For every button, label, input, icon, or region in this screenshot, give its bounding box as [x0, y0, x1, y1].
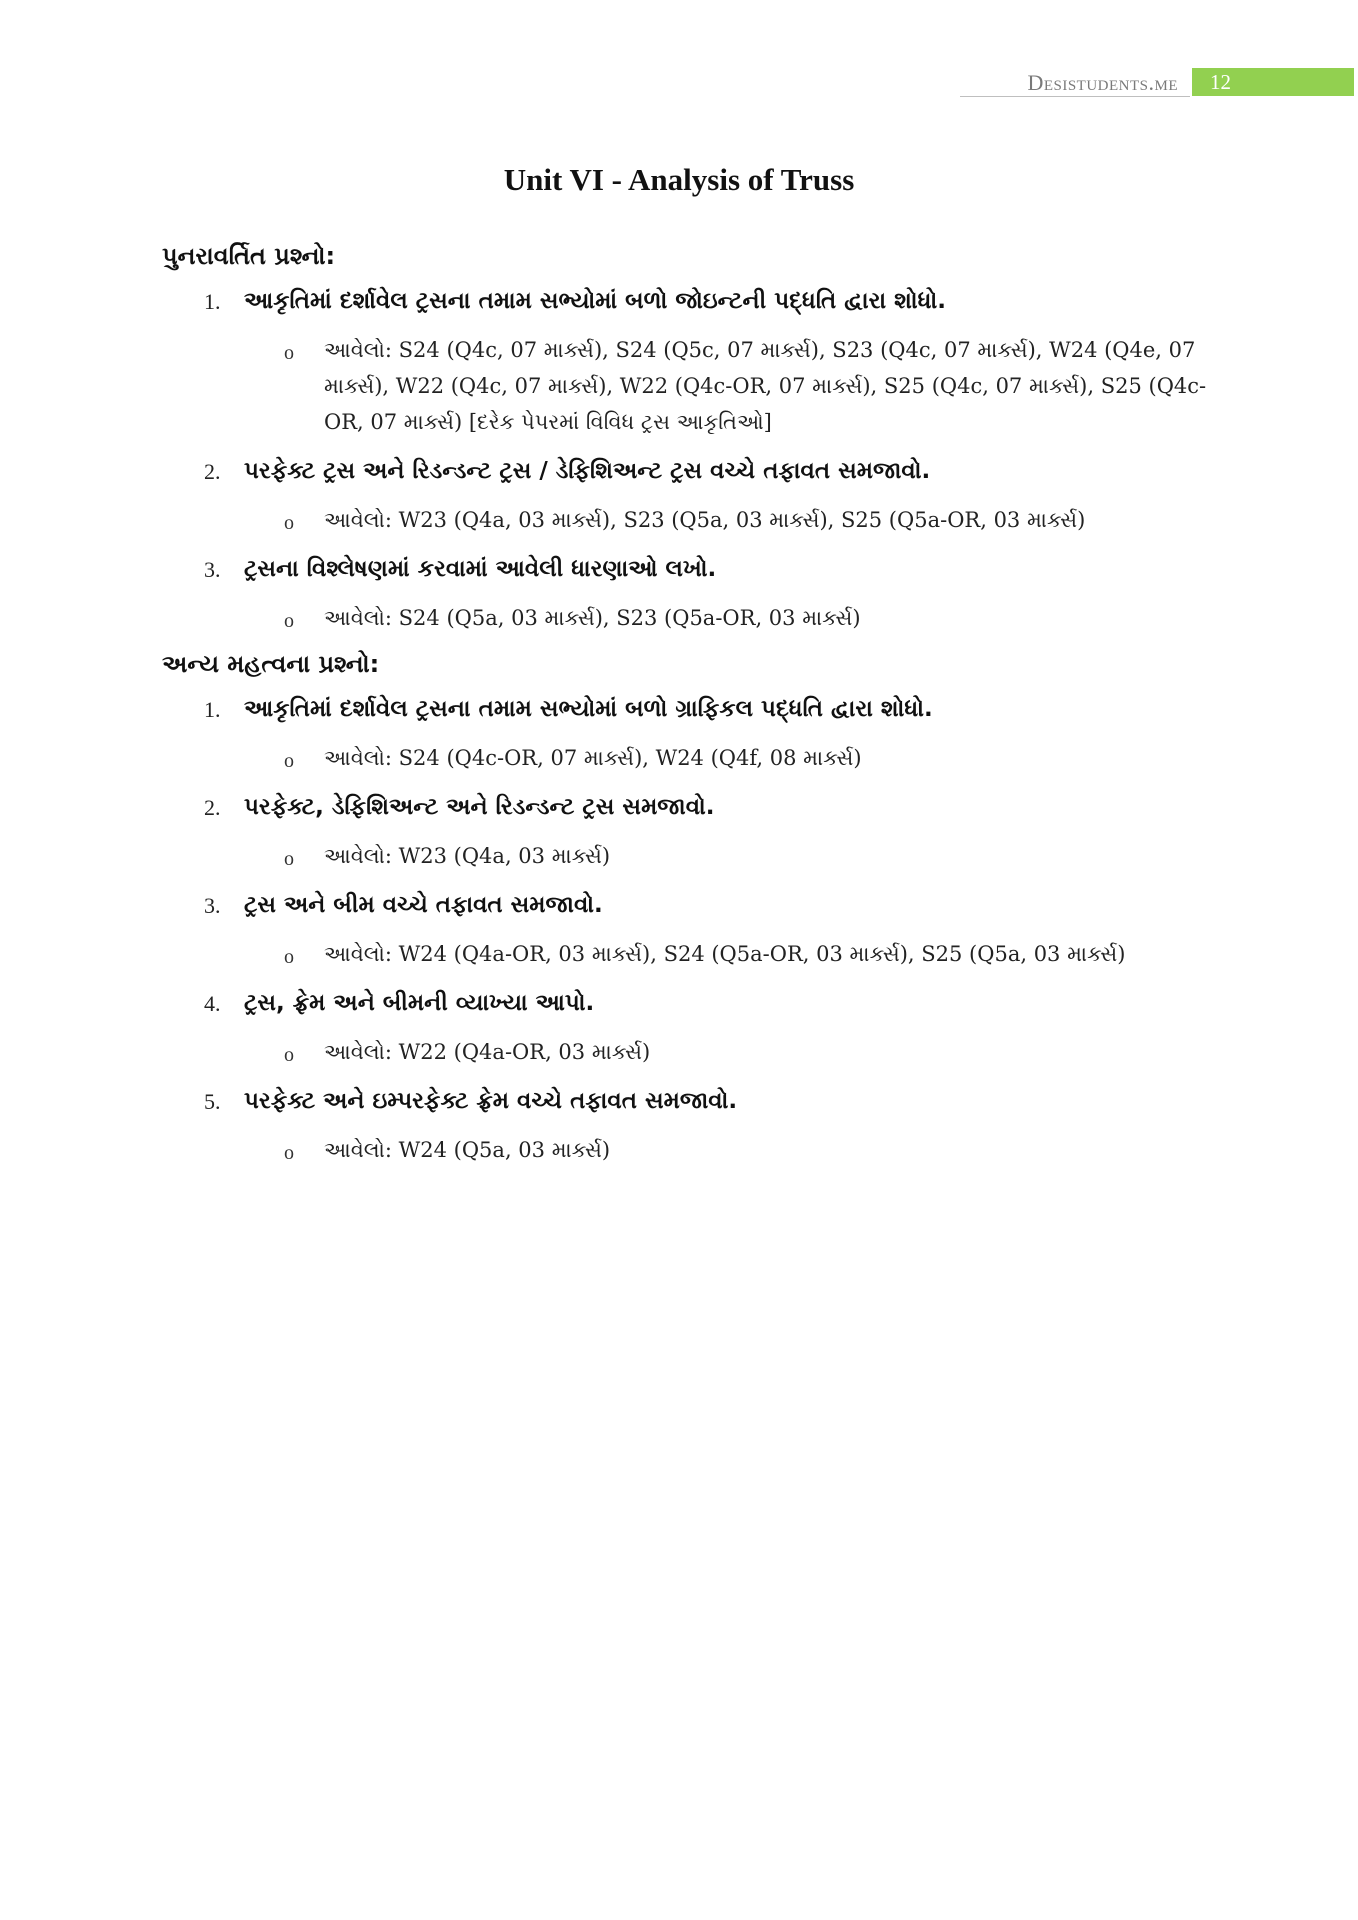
- site-brand: Desistudents.me: [1027, 70, 1178, 95]
- asked-in-text: આવેલો: W22 (Q4a-OR, 03 માર્ક્સ): [324, 1040, 651, 1064]
- question-number: 5.: [204, 1089, 221, 1114]
- bullet-icon: o: [284, 848, 294, 870]
- asked-in-text: આવેલો: W24 (Q5a, 03 માર્ક્સ): [324, 1138, 611, 1162]
- bullet-icon: o: [284, 610, 294, 632]
- bullet-icon: o: [284, 1142, 294, 1164]
- asked-in: [244, 502, 1224, 538]
- page-header: [0, 68, 1358, 98]
- question-item: [162, 986, 1212, 1070]
- question-item: [162, 1084, 1212, 1168]
- asked-in: [244, 1034, 1224, 1070]
- question-number: 3.: [204, 557, 221, 582]
- question-text: પરફેક્ટ, ડેફિશિઅન્ટ અને રિડન્ડન્ટ ટ્રસ સમજાવો.: [244, 794, 715, 820]
- question-item: [162, 454, 1212, 538]
- question-number: 2.: [204, 795, 221, 820]
- question-number: 1.: [204, 697, 221, 722]
- question-text: ટ્રસ, ફ્રેમ અને બીમની વ્યાખ્યા આપો.: [244, 990, 595, 1016]
- question-text: પરફેક્ટ ટ્રસ અને રિડન્ડન્ટ ટ્રસ / ડેફિશિઅન્ટ ટ્રસ વચ્ચે તફાવત સમજાવો.: [244, 458, 931, 484]
- section-other-important-questions: [162, 650, 1212, 1168]
- question-number: 3.: [204, 893, 221, 918]
- asked-in: [244, 838, 1224, 874]
- bullet-icon: o: [284, 512, 294, 534]
- header-rule: [960, 96, 1190, 97]
- section-heading: અન્ય મહત્વના પ્રશ્નો:: [162, 650, 380, 678]
- asked-in: [244, 332, 1224, 440]
- bullet-icon: o: [284, 750, 294, 772]
- section-heading: પુનરાવર્તિત પ્રશ્નો:: [162, 242, 336, 270]
- question-number: 1.: [204, 289, 221, 314]
- question-text: ટ્રસના વિશ્લેષણમાં કરવામાં આવેલી ધારણાઓ લખો.: [244, 556, 717, 582]
- question-list: [162, 284, 1212, 636]
- asked-in: [244, 740, 1224, 776]
- asked-in: [244, 1132, 1224, 1168]
- asked-in: [244, 600, 1224, 636]
- question-text: ટ્રસ અને બીમ વચ્ચે તફાવત સમજાવો.: [244, 892, 603, 918]
- asked-in-text: આવેલો: S24 (Q4c, 07 માર્ક્સ), S24 (Q5c, 07 માર્ક્સ), S23 (Q4c, 07 માર્ક્સ), W24 (Q4e, 07 માર્ક્સ), W22 (Q4c, 07 માર્ક્સ), W22 (Q4c-OR, 07 માર્ક્સ), S25 (Q4c, 07 માર્ક્સ), S25 (Q4c-OR, 07 માર્ક્સ) [દરેક પેપરમાં વિવિધ ટ્રસ આકૃતિઓ]: [324, 338, 1207, 434]
- question-item: [162, 552, 1212, 636]
- asked-in-text: આવેલો: W23 (Q4a, 03 માર્ક્સ), S23 (Q5a, 03 માર્ક્સ), S25 (Q5a-OR, 03 માર્ક્સ): [324, 508, 1086, 532]
- question-item: [162, 284, 1212, 440]
- question-text: આકૃતિમાં દર્શાવેલ ટ્રસના તમામ સભ્યોમાં બળો જોઇન્ટની પદ્ધતિ દ્વારા શોધો.: [244, 288, 946, 314]
- content: [162, 232, 1212, 1182]
- page-number-badge: 12: [1192, 68, 1354, 96]
- bullet-icon: o: [284, 946, 294, 968]
- asked-in-text: આવેલો: S24 (Q4c-OR, 07 માર્ક્સ), W24 (Q4f, 08 માર્ક્સ): [324, 746, 862, 770]
- question-text: આકૃતિમાં દર્શાવેલ ટ્રસના તમામ સભ્યોમાં બળો ગ્રાફિકલ પદ્ધતિ દ્વારા શોધો.: [244, 696, 933, 722]
- question-item: [162, 888, 1212, 972]
- asked-in-text: આવેલો: W23 (Q4a, 03 માર્ક્સ): [324, 844, 611, 868]
- bullet-icon: o: [284, 1044, 294, 1066]
- question-number: 2.: [204, 459, 221, 484]
- question-text: પરફેક્ટ અને ઇમ્પરફેક્ટ ફ્રેમ વચ્ચે તફાવત સમજાવો.: [244, 1088, 738, 1114]
- section-repeated-questions: [162, 242, 1212, 636]
- asked-in: [244, 936, 1224, 972]
- question-list: [162, 692, 1212, 1168]
- asked-in-text: આવેલો: W24 (Q4a-OR, 03 માર્ક્સ), S24 (Q5a-OR, 03 માર્ક્સ), S25 (Q5a, 03 માર્ક્સ): [324, 942, 1126, 966]
- asked-in-text: આવેલો: S24 (Q5a, 03 માર્ક્સ), S23 (Q5a-OR, 03 માર્ક્સ): [324, 606, 861, 630]
- question-item: [162, 692, 1212, 776]
- bullet-icon: o: [284, 342, 294, 364]
- question-number: 4.: [204, 991, 221, 1016]
- question-item: [162, 790, 1212, 874]
- page-title: Unit VI - Analysis of Truss: [503, 162, 855, 197]
